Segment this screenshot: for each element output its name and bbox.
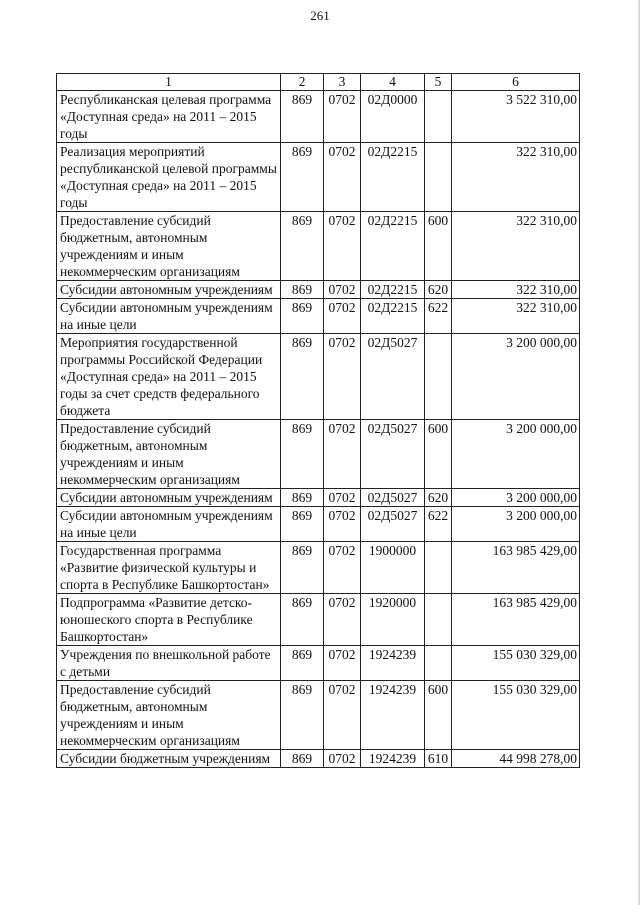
row-col2-cell: 869 <box>281 420 324 489</box>
row-col5-cell <box>425 542 452 594</box>
row-amount-cell: 3 200 000,00 <box>452 489 580 507</box>
row-name-cell: Субсидии автономным учреждениям <box>57 489 281 507</box>
row-col4-cell: 02Д5027 <box>361 507 425 542</box>
row-col2-cell: 869 <box>281 594 324 646</box>
row-col5-cell <box>425 646 452 681</box>
row-name-cell: Субсидии автономным учреждениям на иные цели <box>57 507 281 542</box>
row-col3-cell: 0702 <box>324 91 361 143</box>
row-col3-cell: 0702 <box>324 507 361 542</box>
row-col2-cell: 869 <box>281 212 324 281</box>
table-row <box>57 91 580 143</box>
row-col2-cell: 869 <box>281 750 324 768</box>
budget-table <box>56 73 580 768</box>
table-row <box>57 212 580 281</box>
header-col-4: 4 <box>361 74 425 91</box>
row-col3-cell: 0702 <box>324 594 361 646</box>
row-col5-cell: 620 <box>425 281 452 299</box>
row-col3-cell: 0702 <box>324 143 361 212</box>
row-name-cell: Подпрограмма «Развитие детско-юношеского спорта в Республике Башкортостан» <box>57 594 281 646</box>
row-col5-cell <box>425 91 452 143</box>
row-col2-cell: 869 <box>281 299 324 334</box>
row-col3-cell: 0702 <box>324 646 361 681</box>
row-name-cell: Учреждения по внешкольной работе с детьми <box>57 646 281 681</box>
row-col5-cell: 600 <box>425 681 452 750</box>
header-col-6: 6 <box>452 74 580 91</box>
row-amount-cell: 44 998 278,00 <box>452 750 580 768</box>
row-amount-cell: 322 310,00 <box>452 143 580 212</box>
page-number: 261 <box>310 8 330 23</box>
row-col4-cell: 02Д5027 <box>361 489 425 507</box>
row-col5-cell: 622 <box>425 507 452 542</box>
row-col4-cell: 02Д2215 <box>361 143 425 212</box>
row-amount-cell: 322 310,00 <box>452 281 580 299</box>
row-col4-cell: 02Д2215 <box>361 212 425 281</box>
table-body <box>57 91 580 768</box>
row-col4-cell: 1900000 <box>361 542 425 594</box>
row-col4-cell: 02Д5027 <box>361 334 425 420</box>
table-row <box>57 507 580 542</box>
table-row <box>57 420 580 489</box>
table-row <box>57 646 580 681</box>
row-name-cell: Государственная программа «Развитие физической культуры и спорта в Республике Башкортостан» <box>57 542 281 594</box>
row-col3-cell: 0702 <box>324 489 361 507</box>
table-row <box>57 542 580 594</box>
row-col5-cell: 600 <box>425 420 452 489</box>
row-col2-cell: 869 <box>281 143 324 212</box>
table-row <box>57 750 580 768</box>
row-amount-cell: 3 200 000,00 <box>452 334 580 420</box>
row-col4-cell: 1924239 <box>361 681 425 750</box>
row-col4-cell: 1924239 <box>361 646 425 681</box>
row-col2-cell: 869 <box>281 334 324 420</box>
row-amount-cell: 163 985 429,00 <box>452 594 580 646</box>
row-name-cell: Предоставление субсидий бюджетным, автономным учреждениям и иным некоммерческим организациям <box>57 681 281 750</box>
row-col3-cell: 0702 <box>324 750 361 768</box>
row-amount-cell: 3 200 000,00 <box>452 507 580 542</box>
row-col3-cell: 0702 <box>324 299 361 334</box>
table-row <box>57 594 580 646</box>
row-name-cell: Мероприятия государственной программы Российской Федерации «Доступная среда» на 2011 – 2015 годы за счет средств федерального бюджета <box>57 334 281 420</box>
header-col-1: 1 <box>57 74 281 91</box>
row-amount-cell: 163 985 429,00 <box>452 542 580 594</box>
row-col5-cell <box>425 143 452 212</box>
header-col-5: 5 <box>425 74 452 91</box>
table-row <box>57 489 580 507</box>
row-col2-cell: 869 <box>281 489 324 507</box>
row-name-cell: Реализация мероприятий республиканской целевой программы «Доступная среда» на 2011 – 2015 годы <box>57 143 281 212</box>
header-row <box>57 74 580 91</box>
row-col2-cell: 869 <box>281 542 324 594</box>
row-col4-cell: 02Д2215 <box>361 281 425 299</box>
table-row <box>57 299 580 334</box>
row-col3-cell: 0702 <box>324 420 361 489</box>
row-col4-cell: 1920000 <box>361 594 425 646</box>
row-col4-cell: 02Д0000 <box>361 91 425 143</box>
row-col2-cell: 869 <box>281 507 324 542</box>
row-name-cell: Субсидии бюджетным учреждениям <box>57 750 281 768</box>
header-col-2: 2 <box>281 74 324 91</box>
row-col3-cell: 0702 <box>324 281 361 299</box>
row-name-cell: Предоставление субсидий бюджетным, автономным учреждениям и иным некоммерческим организациям <box>57 420 281 489</box>
row-col3-cell: 0702 <box>324 542 361 594</box>
row-amount-cell: 3 522 310,00 <box>452 91 580 143</box>
row-col5-cell: 622 <box>425 299 452 334</box>
row-col5-cell: 620 <box>425 489 452 507</box>
table-row <box>57 681 580 750</box>
row-col4-cell: 1924239 <box>361 750 425 768</box>
row-col2-cell: 869 <box>281 646 324 681</box>
table-row <box>57 143 580 212</box>
row-amount-cell: 155 030 329,00 <box>452 646 580 681</box>
row-name-cell: Субсидии автономным учреждениям на иные цели <box>57 299 281 334</box>
row-col4-cell: 02Д2215 <box>361 299 425 334</box>
row-amount-cell: 322 310,00 <box>452 299 580 334</box>
table-row <box>57 334 580 420</box>
row-col3-cell: 0702 <box>324 334 361 420</box>
row-col3-cell: 0702 <box>324 212 361 281</box>
row-col2-cell: 869 <box>281 281 324 299</box>
row-col5-cell: 600 <box>425 212 452 281</box>
row-col2-cell: 869 <box>281 91 324 143</box>
row-amount-cell: 3 200 000,00 <box>452 420 580 489</box>
row-col5-cell <box>425 594 452 646</box>
row-amount-cell: 155 030 329,00 <box>452 681 580 750</box>
row-name-cell: Субсидии автономным учреждениям <box>57 281 281 299</box>
row-col2-cell: 869 <box>281 681 324 750</box>
row-name-cell: Республиканская целевая программа «Доступная среда» на 2011 – 2015 годы <box>57 91 281 143</box>
header-col-3: 3 <box>324 74 361 91</box>
table-row <box>57 281 580 299</box>
row-col5-cell <box>425 334 452 420</box>
row-col5-cell: 610 <box>425 750 452 768</box>
row-name-cell: Предоставление субсидий бюджетным, автономным учреждениям и иным некоммерческим организациям <box>57 212 281 281</box>
row-amount-cell: 322 310,00 <box>452 212 580 281</box>
row-col4-cell: 02Д5027 <box>361 420 425 489</box>
row-col3-cell: 0702 <box>324 681 361 750</box>
